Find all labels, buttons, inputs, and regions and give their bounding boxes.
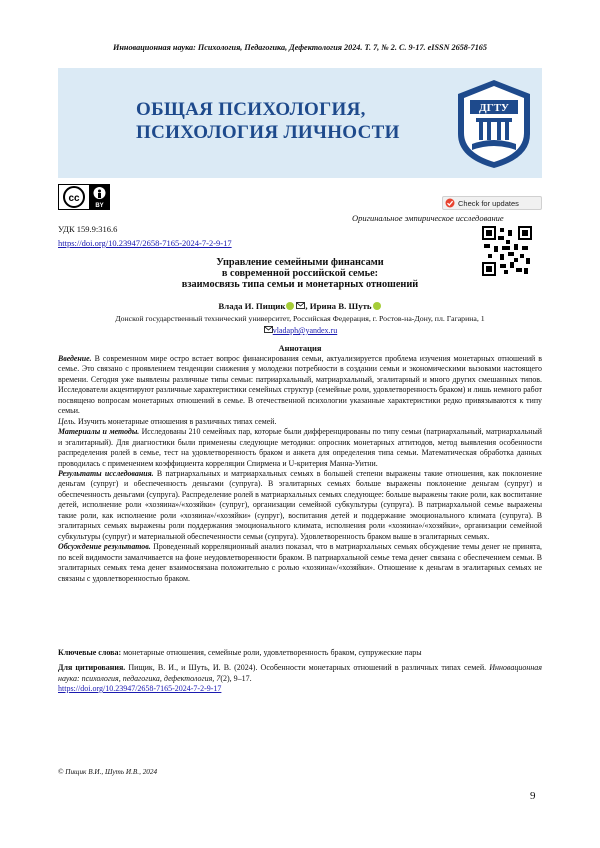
check-for-updates-button[interactable] xyxy=(442,196,542,210)
page-number: 9 xyxy=(530,790,536,802)
article-title xyxy=(150,257,450,291)
abstract-body xyxy=(58,354,542,584)
check-for-updates-label: Check for updates xyxy=(458,198,519,208)
section-title-line-2: ПСИХОЛОГИЯ ЛИЧНОСТИ xyxy=(136,122,400,143)
citation: Для цитирования. Пищик, В. И., и Шуть, И. В. (2024). Особенности монетарных отношений в различных типах семей. Инновационная наука: психология, педагогика, дефектология, 7(2), 9–17. https://doi.org/10.23947/2658-7165-2024-7-2-9-17 xyxy=(58,663,543,693)
abstract-introduction: Введение. В современном мире остро встает вопрос финансирования семьи, актуализируется проблема изучения монетарных отношений в семье. Это связано с проявлением тенденции снижения у молодежи потребности в создании семьи и экономическими вызовами настоящего времени. Сегодня уже выявлены различные типы семьи: патриархальный, матриархальный, эгалитарный и много других смешанных типов. Исследователи акцентируют различные характеристики семейных структур (семейные роли, удовлетворенность браком) и лишь немного работ посвящено вопросам монетарных отношений в семье. В отечественной психологии указанные характеристики редко привязываются к типу семьи. xyxy=(58,354,542,416)
doi-link[interactable]: https://doi.org/10.23947/2658-7165-2024-7-2-9-17 xyxy=(58,238,232,248)
author-separator: , xyxy=(305,301,310,311)
journal-running-header: Инновационная наука: Психология, Педагогика, Дефектология 2024. Т. 7, № 2. С. 9-17. eISSN 2658-7165 xyxy=(113,43,487,52)
email-icon xyxy=(264,326,273,333)
crossmark-icon xyxy=(445,198,455,208)
abstract-discussion: Обсуждение результатов. Проведенный корреляционный анализ показал, что в матриархальных семьях обсуждение темы денег не принята, по всей видимости замалчивается на фоне неудовлетворенности браком. В патриархальной семье тема денег связана с обеспечением семьи. В эгалитарных семьях тема денег взаимосвязана положительно с ролью «хозяина»/«хозяйки». Отношение к деньгам в эгалитарных семьях не связаны с удовлетворенностью браком. xyxy=(58,542,542,583)
svg-text:BY: BY xyxy=(95,203,104,209)
svg-text:ДГТУ: ДГТУ xyxy=(479,102,509,114)
section-title-line-1: ОБЩАЯ ПСИХОЛОГИЯ, xyxy=(136,99,366,120)
orcid-icon[interactable] xyxy=(286,302,294,310)
keywords-text: монетарные отношения, семейные роли, удовлетворенность браком, супружеские пары xyxy=(121,648,422,657)
abstract-heading: Аннотация xyxy=(278,343,322,353)
article-type: Оригинальное эмпирическое исследование xyxy=(352,213,504,223)
email-link[interactable]: vladaph@yandex.ru xyxy=(272,326,338,335)
author-name: Ирина В. Шуть xyxy=(309,301,372,311)
attribution-icon xyxy=(89,185,110,209)
section-banner xyxy=(58,68,542,178)
abstract-results: Результаты исследования. В патриархальных и матриархальных семьях в большей степени выражены такие отношения, как поклонение деньгам (супруг) и обеспеченность деньгами (супруга). В эгалитарных семьях больше выражены поклонение деньгам (супруг) и обеспеченность деньгами (супруга). Распределение ролей в матриархальных семьях следующее: больше выражены такие роли, как воспитание детей, исполнение роли «хозяина»/«хозяйки» (супруг), организации семейной субкультуры (супруга). В патриархальной семье выражены такие роли, как исполнение роли «хозяина»/«хозяйки» (супруг), воспитания детей и поддержание эмоционального климата (супруга). В эгалитарных семьях выражены роли поддержания эмоционального климата, исполнения роли «хозяина»/«хозяйки», организации семейной субкультуры (супруг) и материальной обеспеченности семьи (супруга). Удовлетворенность браком выше в эгалитарных семьях. xyxy=(58,468,543,541)
creative-commons-icon xyxy=(59,185,89,209)
copyright-notice: © Пищик В.И., Шуть И.В., 2024 xyxy=(58,768,158,776)
article-title-line-3: взаимосвязь типа семьи и монетарных отношений xyxy=(181,279,419,291)
author-affiliation: Донской государственный технический университет, Российская Федерация, г. Ростов-на-Дону, пл. Гагарина, 1 xyxy=(115,314,485,323)
citation-label: Для цитирования. xyxy=(58,663,126,672)
keywords xyxy=(58,648,542,659)
udk-code: УДК 159.9:316.6 xyxy=(58,224,118,234)
university-logo-icon xyxy=(454,78,534,170)
svg-text:cc: cc xyxy=(68,193,80,204)
author-name: Влада И. Пищик xyxy=(218,301,286,311)
cc-by-license-badge[interactable] xyxy=(58,184,110,210)
contact-email xyxy=(58,326,542,335)
citation-doi-link[interactable]: https://doi.org/10.23947/2658-7165-2024-7-2-9-17 xyxy=(58,684,222,693)
section-title xyxy=(136,98,400,144)
orcid-icon[interactable] xyxy=(373,302,381,310)
article-title-line-2: в современной российской семье: xyxy=(221,268,379,280)
qr-code-icon xyxy=(482,226,532,276)
abstract-methods: Материалы и методы. Исследованы 210 семейных пар, которые были дифференцированы по типу семьи (патриархальный, матриархальный и эгалитарный). Для диагностики были применены следующие методики: опросник монетарных аттитюдов, метод выявления особенности распределения ролей в семье, тест на удовлетворенность браком и анкета для определения типа семьи. Математическая обработка данных проводилась с применением коэффициента корреляции Спирмена и U-критерия Манна-Уитни. xyxy=(58,427,542,468)
article-title-line-1: Управление семейными финансами xyxy=(216,257,384,268)
abstract-goal: Цель. Изучить монетарные отношения в различных типах семей. xyxy=(58,416,277,426)
keywords-label: Ключевые слова: xyxy=(58,648,122,657)
authors-line xyxy=(150,301,450,312)
